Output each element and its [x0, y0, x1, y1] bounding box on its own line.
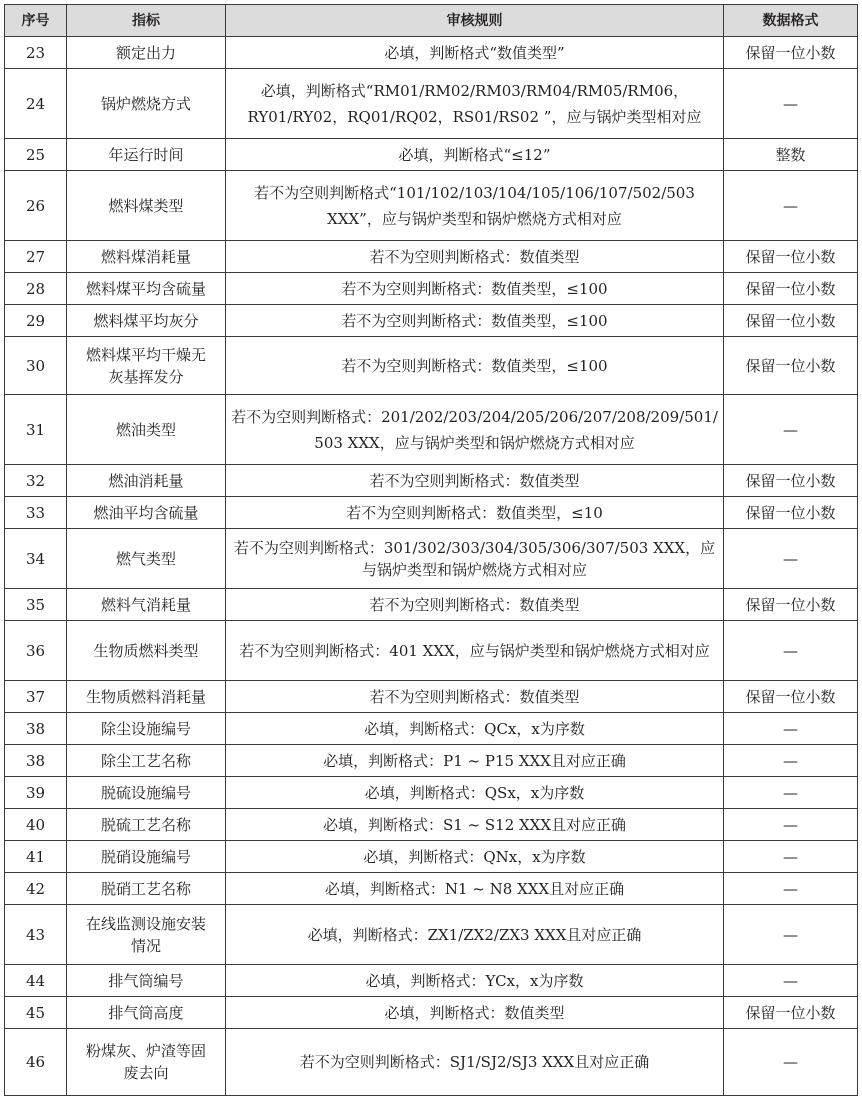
cell-indicator: 年运行时间 — [67, 139, 226, 171]
table-row — [5, 241, 858, 273]
table-row — [5, 139, 858, 171]
table-row — [5, 777, 858, 809]
cell-indicator: 额定出力 — [67, 37, 226, 69]
cell-indicator: 粉煤灰、炉渣等固废去向 — [67, 1029, 226, 1096]
cell-rule: 必填，判断格式：S1 ~ S12 XXX且对应正确 — [226, 809, 724, 841]
table-row — [5, 305, 858, 337]
cell-indicator: 脱硝工艺名称 — [67, 873, 226, 905]
cell-rule: 若不为空则判断格式：401 XXX，应与锅炉类型和锅炉燃烧方式相对应 — [226, 621, 724, 681]
cell-format: — — [724, 777, 858, 809]
table-row — [5, 273, 858, 305]
header-seq: 序号 — [5, 5, 67, 37]
cell-format: — — [724, 905, 858, 965]
cell-indicator: 除尘工艺名称 — [67, 745, 226, 777]
cell-indicator: 生物质燃料消耗量 — [67, 681, 226, 713]
cell-seq: 38 — [5, 713, 67, 745]
table-row — [5, 529, 858, 589]
table-row — [5, 1029, 858, 1096]
table-row — [5, 69, 858, 139]
cell-rule: 必填，判断格式：QSx，x为序数 — [226, 777, 724, 809]
table-row — [5, 965, 858, 997]
table-row — [5, 171, 858, 241]
cell-seq: 28 — [5, 273, 67, 305]
cell-rule: 若不为空则判断格式：数值类型 — [226, 241, 724, 273]
cell-indicator: 排气筒高度 — [67, 997, 226, 1029]
table-row — [5, 465, 858, 497]
table-row — [5, 905, 858, 965]
cell-format: 保留一位小数 — [724, 337, 858, 395]
cell-seq: 34 — [5, 529, 67, 589]
table-row — [5, 395, 858, 465]
table-row — [5, 37, 858, 69]
cell-indicator: 燃油消耗量 — [67, 465, 226, 497]
cell-format: 整数 — [724, 139, 858, 171]
cell-seq: 46 — [5, 1029, 67, 1096]
cell-indicator: 锅炉燃烧方式 — [67, 69, 226, 139]
cell-rule: 必填，判断格式：N1 ~ N8 XXX且对应正确 — [226, 873, 724, 905]
table-row — [5, 997, 858, 1029]
cell-seq: 39 — [5, 777, 67, 809]
cell-rule: 若不为空则判断格式：201/202/203/204/205/206/207/208/209/501/503 XXX，应与锅炉类型和锅炉燃烧方式相对应 — [226, 395, 724, 465]
cell-format: — — [724, 621, 858, 681]
cell-seq: 45 — [5, 997, 67, 1029]
cell-seq: 43 — [5, 905, 67, 965]
cell-indicator: 脱硫设施编号 — [67, 777, 226, 809]
cell-format: — — [724, 965, 858, 997]
cell-format: 保留一位小数 — [724, 497, 858, 529]
cell-rule: 必填，判断格式：P1 ~ P15 XXX且对应正确 — [226, 745, 724, 777]
cell-format: — — [724, 1029, 858, 1096]
cell-seq: 26 — [5, 171, 67, 241]
cell-rule: 若不为空则判断格式：数值类型 — [226, 589, 724, 621]
cell-format: — — [724, 171, 858, 241]
cell-indicator: 燃料煤平均含硫量 — [67, 273, 226, 305]
cell-rule: 必填，判断格式：QCx，x为序数 — [226, 713, 724, 745]
cell-format: — — [724, 713, 858, 745]
cell-indicator: 生物质燃料类型 — [67, 621, 226, 681]
header-format: 数据格式 — [724, 5, 858, 37]
cell-indicator: 除尘设施编号 — [67, 713, 226, 745]
cell-seq: 31 — [5, 395, 67, 465]
cell-seq: 23 — [5, 37, 67, 69]
cell-format: — — [724, 529, 858, 589]
cell-rule: 若不为空则判断格式“101/102/103/104/105/106/107/502/503 XXX”，应与锅炉类型和锅炉燃烧方式相对应 — [226, 171, 724, 241]
cell-rule: 若不为空则判断格式：数值类型，≤100 — [226, 337, 724, 395]
cell-rule: 若不为空则判断格式：SJ1/SJ2/SJ3 XXX且对应正确 — [226, 1029, 724, 1096]
cell-seq: 42 — [5, 873, 67, 905]
cell-rule: 必填，判断格式“≤12” — [226, 139, 724, 171]
cell-format: 保留一位小数 — [724, 305, 858, 337]
cell-format: 保留一位小数 — [724, 465, 858, 497]
cell-indicator: 脱硫工艺名称 — [67, 809, 226, 841]
cell-format: 保留一位小数 — [724, 589, 858, 621]
cell-format: — — [724, 745, 858, 777]
table-row — [5, 497, 858, 529]
cell-seq: 29 — [5, 305, 67, 337]
cell-seq: 30 — [5, 337, 67, 395]
cell-format: — — [724, 69, 858, 139]
cell-rule: 必填，判断格式：ZX1/ZX2/ZX3 XXX且对应正确 — [226, 905, 724, 965]
cell-format: — — [724, 873, 858, 905]
cell-rule: 若不为空则判断格式：数值类型 — [226, 465, 724, 497]
table-row — [5, 841, 858, 873]
cell-seq: 41 — [5, 841, 67, 873]
table-row — [5, 589, 858, 621]
cell-rule: 必填，判断格式“RM01/RM02/RM03/RM04/RM05/RM06，RY01/RY02，RQ01/RQ02，RS01/RS02 ”，应与锅炉类型相对应 — [226, 69, 724, 139]
table-row — [5, 873, 858, 905]
cell-rule: 若不为空则判断格式：数值类型，≤10 — [226, 497, 724, 529]
cell-indicator: 燃料煤类型 — [67, 171, 226, 241]
table-row — [5, 337, 858, 395]
cell-rule: 若不为空则判断格式：数值类型，≤100 — [226, 305, 724, 337]
cell-seq: 32 — [5, 465, 67, 497]
cell-format: 保留一位小数 — [724, 37, 858, 69]
cell-indicator: 排气筒编号 — [67, 965, 226, 997]
table-row — [5, 745, 858, 777]
cell-rule: 必填，判断格式“数值类型” — [226, 37, 724, 69]
cell-indicator: 燃料煤平均灰分 — [67, 305, 226, 337]
cell-rule: 若不为空则判断格式：数值类型，≤100 — [226, 273, 724, 305]
cell-format: — — [724, 809, 858, 841]
cell-seq: 37 — [5, 681, 67, 713]
header-row — [5, 5, 858, 37]
cell-seq: 40 — [5, 809, 67, 841]
cell-rule: 必填，判断格式：YCx，x为序数 — [226, 965, 724, 997]
cell-indicator: 燃料气消耗量 — [67, 589, 226, 621]
cell-seq: 35 — [5, 589, 67, 621]
header-indicator: 指标 — [67, 5, 226, 37]
table-row — [5, 681, 858, 713]
cell-rule: 必填，判断格式：QNx，x为序数 — [226, 841, 724, 873]
cell-format: — — [724, 841, 858, 873]
table-row — [5, 713, 858, 745]
cell-indicator: 燃油类型 — [67, 395, 226, 465]
cell-format: 保留一位小数 — [724, 273, 858, 305]
cell-seq: 44 — [5, 965, 67, 997]
cell-rule: 若不为空则判断格式：数值类型 — [226, 681, 724, 713]
cell-seq: 25 — [5, 139, 67, 171]
cell-format: — — [724, 395, 858, 465]
cell-indicator: 燃料煤平均干燥无灰基挥发分 — [67, 337, 226, 395]
cell-seq: 33 — [5, 497, 67, 529]
cell-seq: 38 — [5, 745, 67, 777]
cell-seq: 24 — [5, 69, 67, 139]
cell-indicator: 燃气类型 — [67, 529, 226, 589]
cell-format: 保留一位小数 — [724, 997, 858, 1029]
cell-rule: 若不为空则判断格式：301/302/303/304/305/306/307/503 XXX，应与锅炉类型和锅炉燃烧方式相对应 — [226, 529, 724, 589]
cell-indicator: 在线监测设施安装情况 — [67, 905, 226, 965]
table-row — [5, 809, 858, 841]
cell-indicator: 燃料煤消耗量 — [67, 241, 226, 273]
cell-format: 保留一位小数 — [724, 681, 858, 713]
cell-seq: 27 — [5, 241, 67, 273]
table-row — [5, 621, 858, 681]
audit-rules-table — [4, 4, 858, 1096]
cell-rule: 必填，判断格式：数值类型 — [226, 997, 724, 1029]
header-rule: 审核规则 — [226, 5, 724, 37]
cell-indicator: 燃油平均含硫量 — [67, 497, 226, 529]
cell-indicator: 脱硝设施编号 — [67, 841, 226, 873]
cell-seq: 36 — [5, 621, 67, 681]
cell-format: 保留一位小数 — [724, 241, 858, 273]
